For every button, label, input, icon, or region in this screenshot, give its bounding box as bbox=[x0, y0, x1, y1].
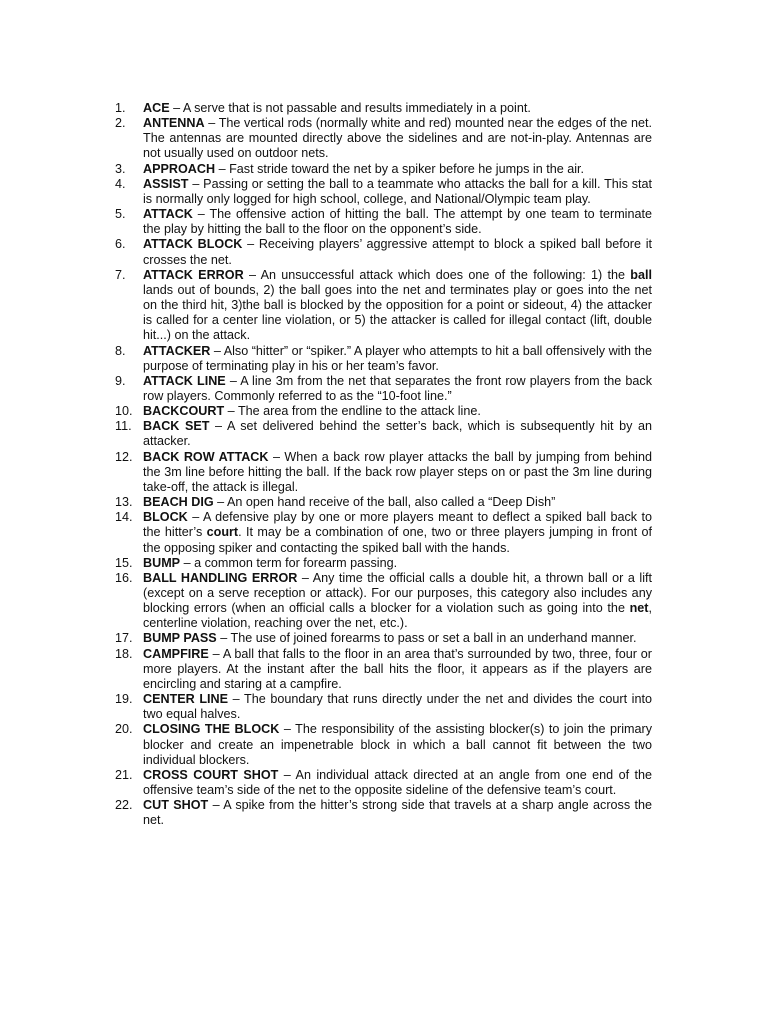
item-term: BALL HANDLING ERROR bbox=[143, 570, 298, 585]
glossary-item-attack bbox=[115, 207, 652, 237]
item-definition: When a back row player attacks the ball by jumping from behind the 3m line before hitting the ball. If the back row player steps on or past the 3m line during take-off, the attack is illegal. bbox=[143, 449, 652, 494]
item-number: 5. bbox=[115, 207, 126, 222]
glossary-list bbox=[115, 101, 652, 829]
item-definition: Fast stride toward the net by a spiker before he jumps in the air. bbox=[229, 161, 584, 176]
item-definition: The offensive action of hitting the ball. The attempt by one team to terminate the play by hitting the ball to the floor on the opponent’s side. bbox=[143, 207, 652, 237]
glossary-item-bump bbox=[115, 556, 652, 571]
item-body: ANTENNA – The vertical rods (normally white and red) mounted near the edges of the net. The antennas are mounted directly above the sidelines and are not-in-play. Antennas are not usually used on outdoor nets. bbox=[143, 116, 652, 161]
glossary-document bbox=[115, 101, 652, 829]
glossary-item-block bbox=[115, 510, 652, 555]
glossary-item-backcourt bbox=[115, 404, 652, 419]
item-body: BACK ROW ATTACK – When a back row player attacks the ball by jumping from behind the 3m line before hitting the ball. If the back row player steps on or past the 3m line during take-off, the attack is illegal. bbox=[143, 449, 652, 494]
item-term: ATTACK bbox=[143, 207, 193, 222]
glossary-item-attacker bbox=[115, 344, 652, 374]
item-term: ATTACK LINE bbox=[143, 373, 226, 388]
item-term: BACKCOURT bbox=[143, 404, 225, 419]
item-body: ATTACK – The offensive action of hitting the ball. The attempt by one team to terminate the play by hitting the ball to the floor on the opponent’s side. bbox=[143, 207, 652, 237]
glossary-item-back-row-attack bbox=[115, 450, 652, 495]
item-body: CROSS COURT SHOT – An individual attack directed at an angle from one end of the offensive team’s side of the net to the opposite sideline of the defensive team’s court. bbox=[143, 767, 653, 798]
item-number: 6. bbox=[115, 237, 126, 252]
item-body: ACE – A serve that is not passable and results immediately in a point. bbox=[143, 101, 531, 115]
item-body: ATTACK BLOCK – Receiving players’ aggressive attempt to block a spiked ball before it crosses the net. bbox=[143, 237, 652, 267]
item-definition: A spike from the hitter’s strong side that travels at a sharp angle across the net. bbox=[143, 798, 653, 828]
item-term: CROSS COURT SHOT bbox=[143, 767, 279, 782]
glossary-item-center-line bbox=[115, 692, 652, 722]
item-definition: The use of joined forearms to pass or set a ball in an underhand manner. bbox=[230, 631, 637, 646]
item-term: ASSIST bbox=[143, 176, 189, 191]
item-definition: The responsibility of the assisting blocker(s) to join the primary blocker and create an impenetrable block in which a ball cannot fit between the two individual blockers. bbox=[143, 722, 652, 767]
item-body: BALL HANDLING ERROR – Any time the official calls a double hit, a thrown ball or a lift (except on a serve reception or attack). For our purposes, this category also includes any blocking errors (when an official calls a blocker for a violation such as going into the net, centerline violation, reaching over the net, etc.). bbox=[143, 570, 652, 631]
item-body: BEACH DIG – An open hand receive of the ball, also called a “Deep Dish” bbox=[143, 495, 556, 510]
item-term: BLOCK bbox=[143, 510, 188, 525]
item-definition: A set delivered behind the setter’s back, which is subsequently hit by an attacker. bbox=[143, 419, 652, 449]
item-definition: The vertical rods (normally white and red) mounted near the edges of the net. The antennas are mounted directly above the sidelines and are not-in-play. Antennas are not usually used on outdoor nets. bbox=[143, 116, 652, 161]
item-term: CAMPFIRE bbox=[143, 646, 209, 661]
item-body: BLOCK – A defensive play by one or more players meant to deflect a spiked ball back to the hitter’s court. It may be a combination of one, two or three players jumping in front of the opposing spiker and contacting the spiked ball with the hands. bbox=[143, 510, 652, 555]
item-body: BACKCOURT – The area from the endline to the attack line. bbox=[143, 404, 481, 419]
item-number: 16. bbox=[115, 570, 133, 585]
glossary-item-campfire bbox=[115, 647, 652, 692]
glossary-item-cut-shot bbox=[115, 798, 652, 828]
item-definition: The boundary that runs directly under the net and divides the court into two equal halves. bbox=[143, 692, 652, 722]
item-definition-start: Any time the official calls a double hit, a thrown ball or a lift (except on a serve reception or attack). For our purposes, this category also includes any blocking errors (when an official calls a blocker for a violation such as going into the bbox=[143, 570, 652, 616]
item-body: ATTACK ERROR – An unsuccessful attack which does one of the following: 1) the ball lands out of bounds, 2) the ball goes into the net and terminates play or goes into the net on the third hit, 3)the ball is blocked by the opposition for a point or sideout, 4) the attacker is called for a center line violation, or 5) the attacker is called for illegal contact (lift, double hit...) on the attack. bbox=[143, 267, 652, 343]
item-number: 13. bbox=[115, 495, 133, 510]
item-body: CUT SHOT – A spike from the hitter’s strong side that travels at a sharp angle across the net. bbox=[143, 798, 653, 828]
item-number: 14. bbox=[115, 510, 133, 525]
item-definition: Also “hitter” or “spiker.” A player who attempts to hit a ball offensively with the purpose of terminating play in his or her team’s favor. bbox=[143, 343, 652, 373]
item-definition: Passing or setting the ball to a teammate who attacks the ball for a kill. This stat is normally only logged for high school, college, and National/Olympic team play. bbox=[143, 176, 652, 206]
item-number: 1. bbox=[115, 101, 126, 115]
item-definition: An individual attack directed at an angle from one end of the offensive team’s side of the net to the opposite sideline of the defensive team’s court. bbox=[143, 767, 653, 798]
item-definition-end: lands out of bounds, 2) the ball goes into the net and terminates play or goes into the net on the third hit, 3)the ball is blocked by the opposition for a point or sideout, 4) the attacker is called for a center line violation, or 5) the attacker is called for illegal contact (lift, double hit...) on the attack. bbox=[143, 282, 652, 343]
item-number: 7. bbox=[115, 267, 126, 282]
item-term: BUMP bbox=[143, 555, 181, 570]
glossary-item-beach-dig bbox=[115, 495, 652, 510]
glossary-item-back-set bbox=[115, 419, 652, 449]
item-definition-emphasis: ball bbox=[630, 267, 652, 282]
item-term: CENTER LINE bbox=[143, 692, 229, 707]
item-number: 19. bbox=[115, 692, 133, 707]
item-definition: A line 3m from the net that separates the front row players from the back row players. Commonly referred to as the “10-foot line.” bbox=[143, 373, 652, 403]
item-term: CUT SHOT bbox=[143, 798, 209, 813]
item-number: 15. bbox=[115, 555, 133, 570]
item-number: 21. bbox=[115, 767, 133, 782]
glossary-item-assist bbox=[115, 177, 652, 207]
glossary-item-ball-handling-error bbox=[115, 571, 652, 632]
item-term: BEACH DIG bbox=[143, 495, 214, 510]
item-definition: A serve that is not passable and results immediately in a point. bbox=[182, 101, 531, 115]
item-definition: Receiving players’ aggressive attempt to block a spiked ball before it crosses the net. bbox=[143, 237, 652, 267]
item-term: ATTACKER bbox=[143, 343, 211, 358]
item-number: 9. bbox=[115, 373, 126, 388]
item-number: 18. bbox=[115, 646, 133, 661]
item-term: ATTACK ERROR bbox=[143, 267, 244, 282]
glossary-item-attack-block bbox=[115, 237, 652, 267]
item-body: BUMP – a common term for forearm passing. bbox=[143, 555, 398, 570]
item-body: ATTACKER – Also “hitter” or “spiker.” A player who attempts to hit a ball offensively with the purpose of terminating play in his or her team’s favor. bbox=[143, 343, 652, 373]
item-term: BUMP PASS bbox=[143, 631, 217, 646]
item-term: ANTENNA bbox=[143, 116, 205, 131]
item-body: CAMPFIRE – A ball that falls to the floor in an area that’s surrounded by two, three, four or more players. At the instant after the ball hits the floor, it appears as if the players are encircling and staring at a campfire. bbox=[143, 646, 652, 691]
glossary-item-antenna bbox=[115, 116, 652, 161]
item-number: 3. bbox=[115, 161, 126, 176]
item-term: BACK ROW ATTACK bbox=[143, 449, 269, 464]
item-body: BUMP PASS – The use of joined forearms to pass or set a ball in an underhand manner. bbox=[143, 631, 637, 646]
item-body: BACK SET – A set delivered behind the setter’s back, which is subsequently hit by an attacker. bbox=[143, 419, 652, 449]
item-body: CLOSING THE BLOCK – The responsibility of the assisting blocker(s) to join the primary blocker and create an impenetrable block in which a ball cannot fit between the two individual blockers. bbox=[143, 722, 652, 767]
item-number: 11. bbox=[115, 419, 132, 434]
glossary-item-attack-line bbox=[115, 374, 652, 404]
glossary-item-closing-the-block bbox=[115, 722, 652, 767]
item-term: BACK SET bbox=[143, 419, 210, 434]
item-definition-emphasis: net bbox=[629, 601, 649, 616]
item-body: ATTACK LINE – A line 3m from the net that separates the front row players from the back row players. Commonly referred to as the “10-foot line.” bbox=[143, 373, 652, 403]
item-number: 10. bbox=[115, 404, 133, 419]
item-number: 2. bbox=[115, 116, 126, 131]
item-number: 22. bbox=[115, 798, 133, 813]
glossary-item-ace bbox=[115, 101, 652, 116]
item-body: APPROACH – Fast stride toward the net by a spiker before he jumps in the air. bbox=[143, 161, 584, 176]
item-term: ATTACK BLOCK bbox=[143, 237, 243, 252]
item-number: 12. bbox=[115, 449, 133, 464]
item-number: 4. bbox=[115, 176, 126, 191]
item-definition: a common term for forearm passing. bbox=[194, 555, 398, 570]
item-term: ACE bbox=[143, 101, 170, 115]
item-definition-end: . It may be a combination of one, two or three players jumping in front of the opposing spiker and contacting the spiked ball with the hands. bbox=[143, 525, 652, 555]
item-number: 17. bbox=[115, 631, 133, 646]
item-term: APPROACH bbox=[143, 161, 216, 176]
item-definition: An open hand receive of the ball, also called a “Deep Dish” bbox=[226, 495, 556, 510]
item-definition: A ball that falls to the floor in an area that’s surrounded by two, three, four or more players. At the instant after the ball hits the floor, it appears as if the players are encircling and staring at a campfire. bbox=[143, 646, 652, 691]
glossary-item-bump-pass bbox=[115, 631, 652, 646]
glossary-item-cross-court-shot bbox=[115, 768, 652, 798]
item-body: ASSIST – Passing or setting the ball to a teammate who attacks the ball for a kill. This stat is normally only logged for high school, college, and National/Olympic team play. bbox=[143, 176, 652, 206]
glossary-item-attack-error bbox=[115, 268, 652, 344]
item-body: CENTER LINE – The boundary that runs directly under the net and divides the court into two equal halves. bbox=[143, 692, 652, 722]
item-definition-start: A defensive play by one or more players meant to deflect a spiked ball back to the hitter’s bbox=[143, 510, 652, 540]
item-number: 20. bbox=[115, 722, 133, 737]
item-definition: The area from the endline to the attack line. bbox=[237, 404, 481, 419]
item-term: CLOSING THE BLOCK bbox=[143, 722, 280, 737]
glossary-item-approach bbox=[115, 162, 652, 177]
item-definition-start: An unsuccessful attack which does one of the following: 1) the bbox=[260, 267, 631, 282]
item-number: 8. bbox=[115, 343, 126, 358]
item-definition-end: , centerline violation, reaching over the net, etc.). bbox=[143, 601, 652, 631]
item-definition-emphasis: court bbox=[206, 525, 239, 540]
